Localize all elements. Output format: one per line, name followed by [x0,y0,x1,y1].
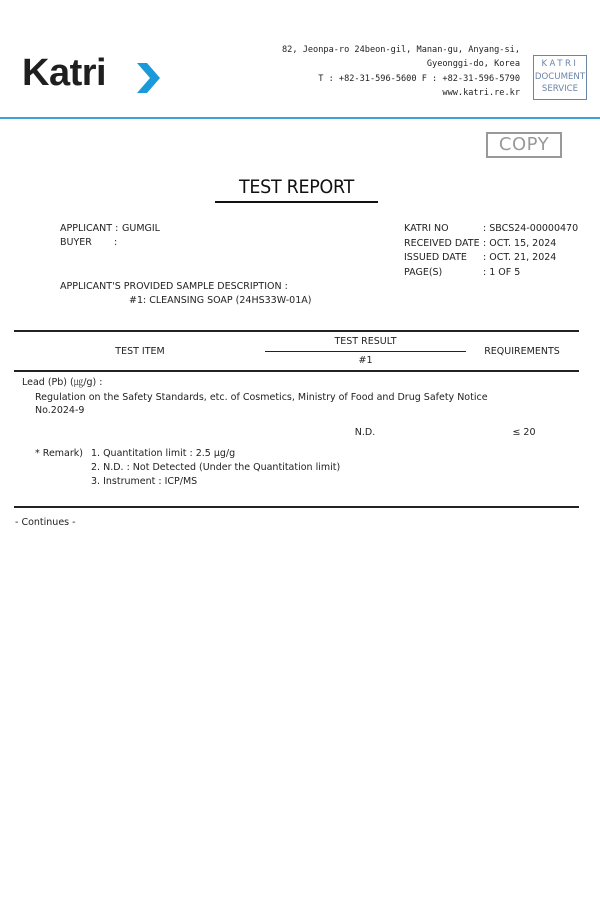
address-block [282,43,520,101]
applicant-value: GUMGIL [122,223,160,234]
table-top-rule [14,330,579,332]
katri-no-value: : SBCS24-00000470 [483,223,579,234]
table-header-bottom-rule [14,370,579,372]
sample-description-value: #1: CLEANSING SOAP (24HS33W-01A) [129,295,312,306]
remark-item-1: 1. Quantitation limit : 2.5 μg/g [91,448,236,459]
col-requirements: REQUIREMENTS [484,346,560,357]
issued-date-label: ISSUED DATE [404,252,467,264]
address-line-2: Gyeonggi-do, Korea [426,59,520,70]
phone-fax-line: T : +82-31-596-5600 F : +82-31-596-5790 [318,73,520,84]
stamp-line-2: DOCUMENT [534,71,586,82]
col-test-item: TEST ITEM [115,346,165,357]
issued-date-value: : OCT. 21, 2024 [483,252,557,264]
header-divider [0,117,600,119]
pages-value: : 1 OF 5 [483,266,521,278]
col-test-result: TEST RESULT [334,336,397,347]
pages-label: PAGE(S) [404,266,443,278]
katri-document-service-stamp [533,55,587,100]
title-underline [215,201,378,203]
buyer-label: BUYER [60,237,92,248]
remark-label: * Remark) [35,448,83,459]
col-sample-1: #1 [358,355,373,366]
received-date-label: RECEIVED DATE [404,237,480,249]
continues-note: - Continues - [15,517,76,528]
katri-logo-text: Katri [22,52,107,94]
address-line-1: 82, Jeonpa-ro 24beon-gil, Manan-gu, Anyang-si, [282,45,520,55]
remark-item-3: 3. Instrument : ICP/MS [91,476,198,487]
katri-chevron-icon [134,60,162,96]
received-date-value: : OCT. 15, 2024 [483,237,557,249]
regulation-line-1: Regulation on the Safety Standards, etc. of Cosmetics, Ministry of Food and Drug Safety Notice [35,392,488,403]
sample-description-label: APPLICANT'S PROVIDED SAMPLE DESCRIPTION : [60,281,288,292]
result-value: N.D. [354,427,376,438]
stamp-line-1: KATRI [541,59,579,69]
katri-no-label: KATRI NO [404,223,449,234]
report-title: TEST REPORT [238,176,355,198]
table-bottom-rule [14,506,579,508]
result-divider [265,351,466,352]
requirement-value: ≤ 20 [512,427,536,438]
remark-item-2: 2. N.D. : Not Detected (Under the Quantitation limit) [91,462,341,473]
stamp-line-3: SERVICE [541,84,579,94]
website-line: www.katri.re.kr [442,88,520,99]
test-item-name: Lead (Pb) (㎍/g) : [22,377,103,388]
copy-stamp: COPY [486,132,562,158]
regulation-line-2: No.2024-9 [35,405,85,416]
buyer-value: : [114,237,118,248]
applicant-label: APPLICANT : [60,223,119,234]
